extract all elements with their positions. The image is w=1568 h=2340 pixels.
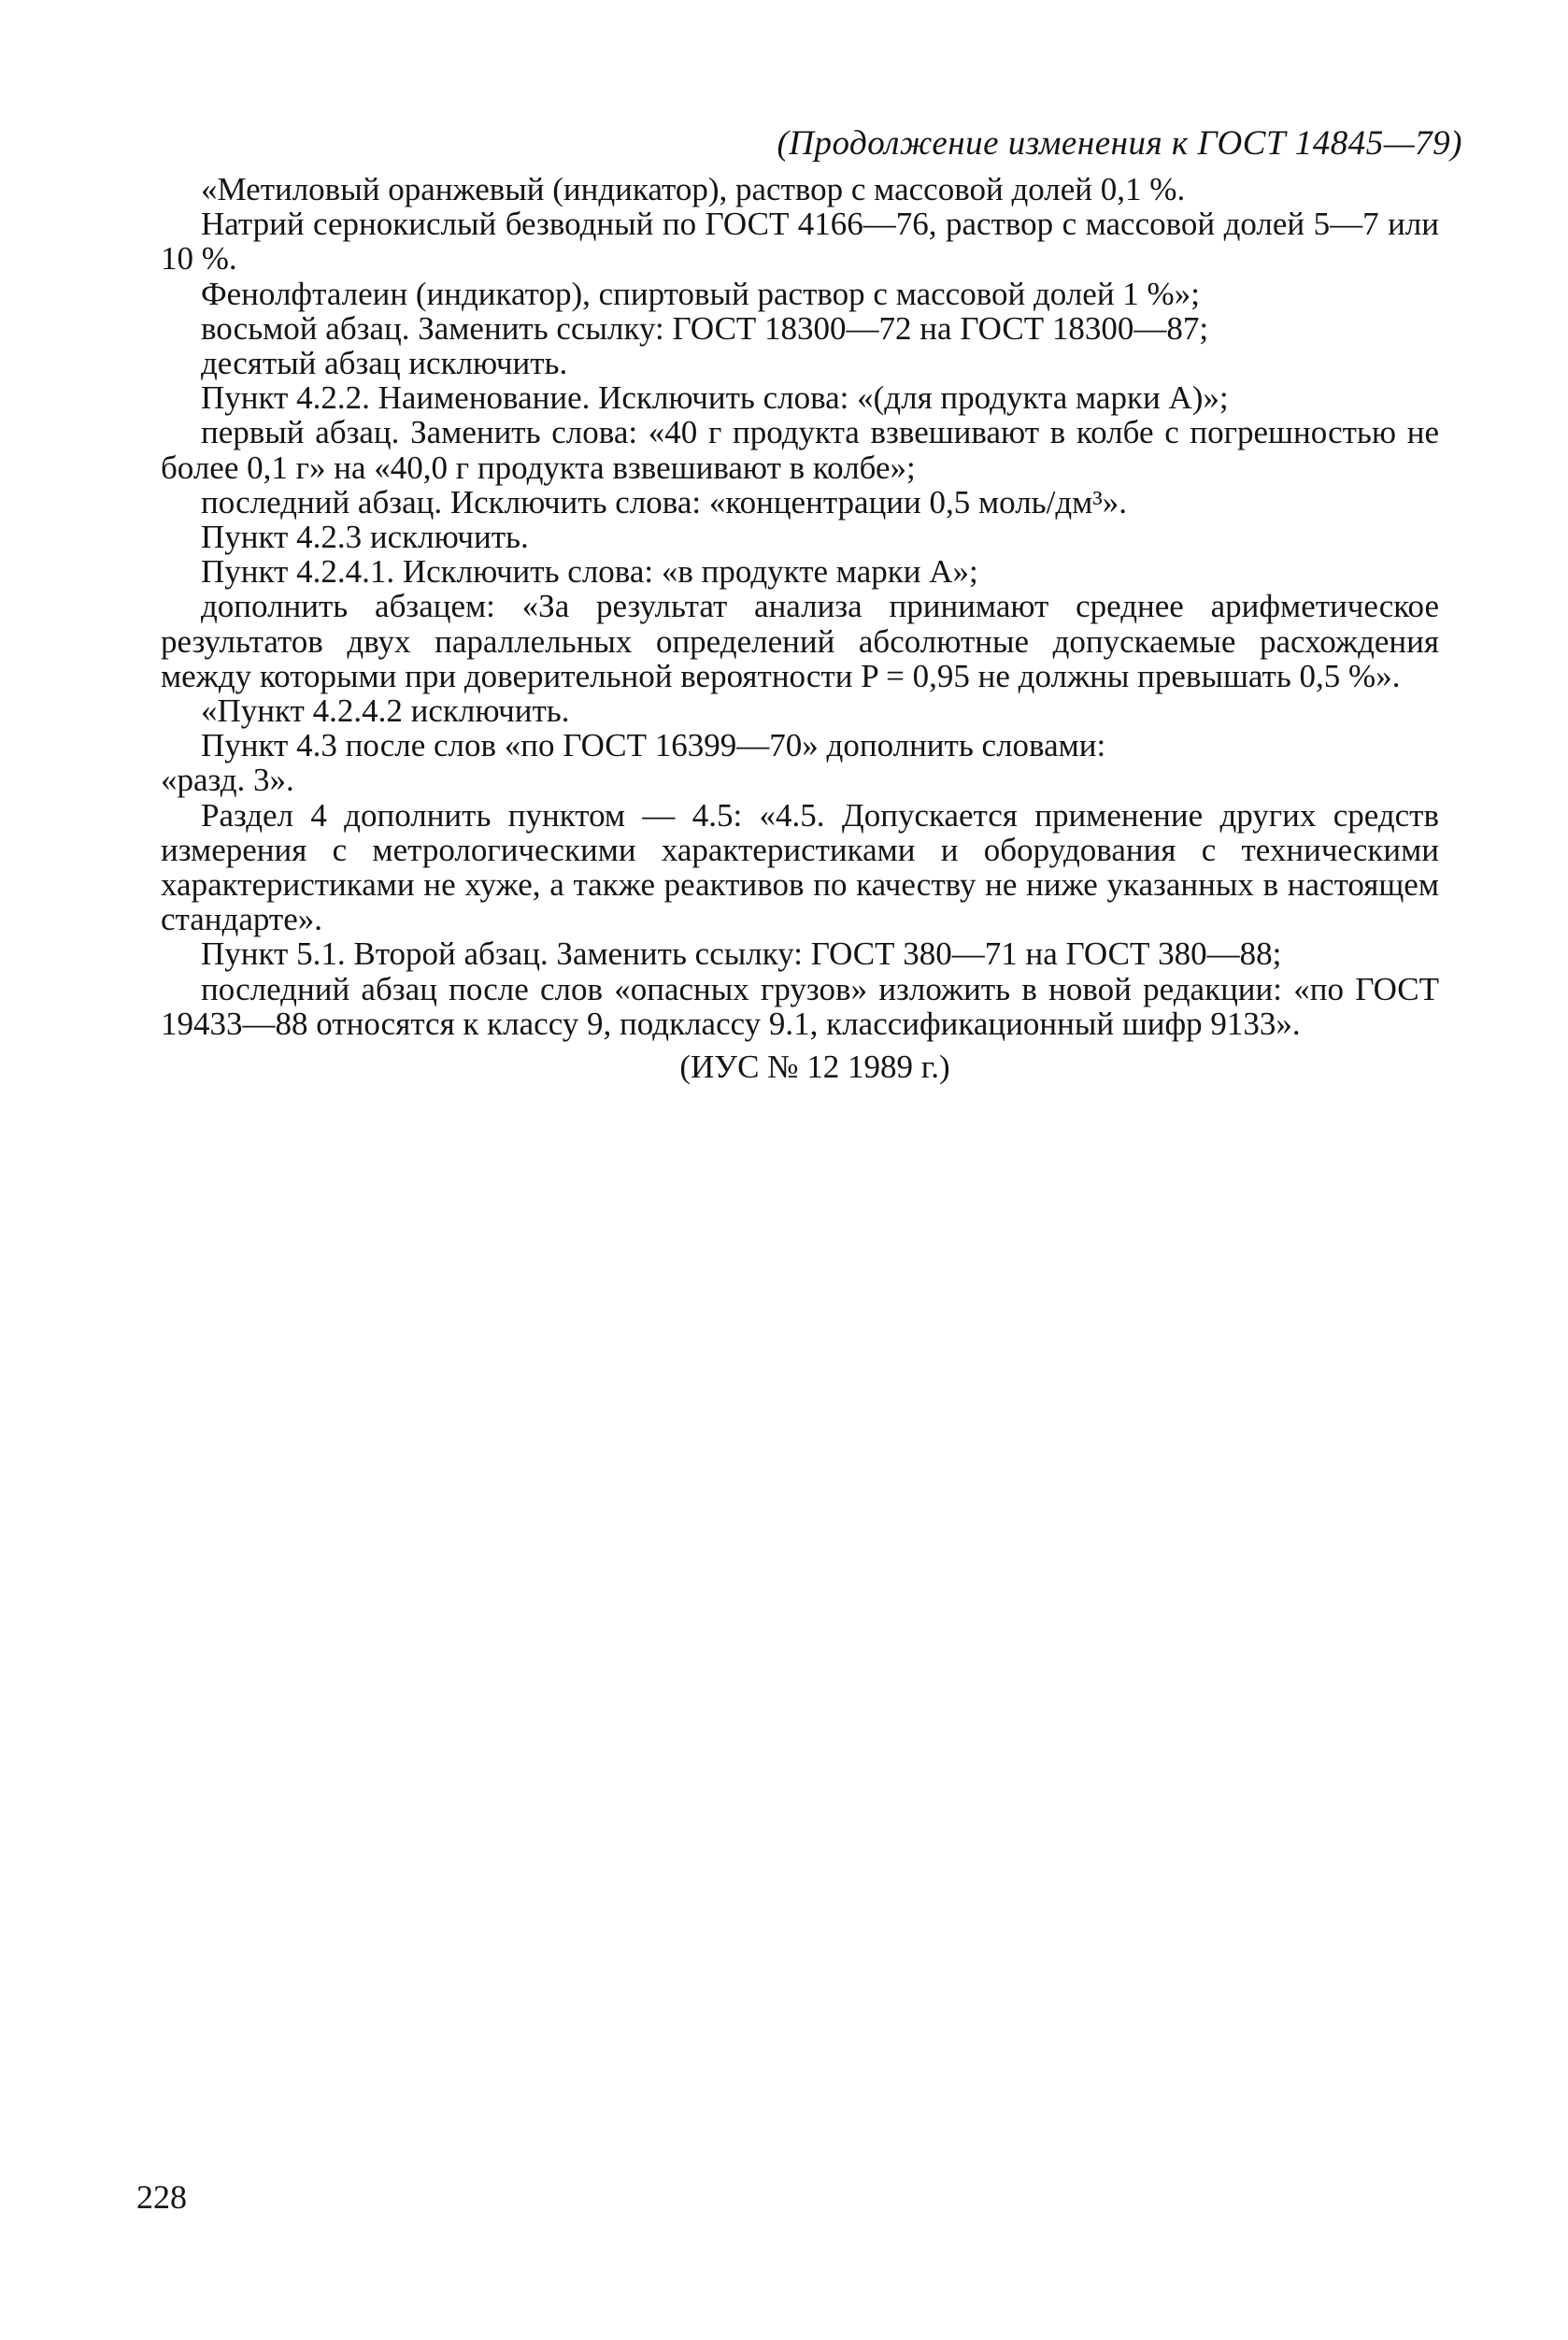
paragraph-add-abzac: дополнить абзацем: «За результат анализа принимают среднее арифметическое результатов двух параллельных определений абсолютные допускаемые расхождения между которыми при доверительной вероятности P = 0,95 не должны превышать 0,5 %». <box>161 588 1439 694</box>
paragraph-point-5-1: Пункт 5.1. Второй абзац. Заменить ссылку: ГОСТ 380—71 на ГОСТ 380—88; <box>201 935 1282 973</box>
paragraph-point-4-2-3: Пункт 4.2.3 исключить. <box>201 519 529 556</box>
continuation-header: (Продолжение изменения к ГОСТ 14845—79) <box>777 124 1462 163</box>
paragraph-point-4-2-2: Пункт 4.2.2. Наименование. Исключить слова: «(для продукта марки А)»; <box>201 379 1229 417</box>
paragraph-section-4: Раздел 4 дополнить пунктом — 4.5: «4.5. Допускается применение других средств измерения с метрологическими характеристиками и оборудования с техническими характеристиками не хуже, а также реактивов по качеству не ниже указанных в настоящем стандарте». <box>161 796 1439 938</box>
paragraph-point-4-2-4-2: «Пункт 4.2.4.2 исключить. <box>201 692 570 730</box>
paragraph-dangerous-cargo: последний абзац после слов «опасных грузов» изложить в новой редакции: «по ГОСТ 19433—88 относятся к классу 9, подклассу 9.1, классификационный шифр 9133». <box>161 970 1439 1042</box>
page-number: 228 <box>136 2178 187 2216</box>
paragraph-phenolphthalein: Фенолфталеин (индикатор), спиртовый раствор с массовой долей 1 %»; <box>201 275 1200 312</box>
paragraph-point-4-3: Пункт 4.3 после слов «по ГОСТ 16399—70» дополнить словами: <box>201 727 1106 764</box>
paragraph-point-4-2-4-1: Пункт 4.2.4.1. Исключить слова: «в продукте марки А»; <box>201 553 978 591</box>
paragraph-eighth-abzac: восьмой абзац. Заменить ссылку: ГОСТ 18300—72 на ГОСТ 18300—87; <box>201 309 1209 347</box>
paragraph-methyl-orange: «Метиловый оранжевый (индикатор), раствор с массовой долей 0,1 %. <box>201 171 1186 207</box>
paragraph-last-abzac: последний абзац. Исключить слова: «концентрации 0,5 моль/дм³». <box>201 483 1128 521</box>
amendment-text <box>161 172 1439 1084</box>
paragraph-tenth-abzac: десятый абзац исключить. <box>201 345 568 382</box>
paragraph-razd-3: «разд. 3». <box>161 762 294 799</box>
source-reference: (ИУС № 12 1989 г.) <box>679 1049 950 1086</box>
paragraph-first-abzac: первый абзац. Заменить слова: «40 г продукта взвешивают в колбе с погрешностью не более 0,1 г» на «40,0 г продукта взвешивают в колбе»; <box>161 414 1439 486</box>
paragraph-sodium-sulfate: Натрий сернокислый безводный по ГОСТ 4166—76, раствор с массовой долей 5—7 или 10 %. <box>161 206 1439 278</box>
